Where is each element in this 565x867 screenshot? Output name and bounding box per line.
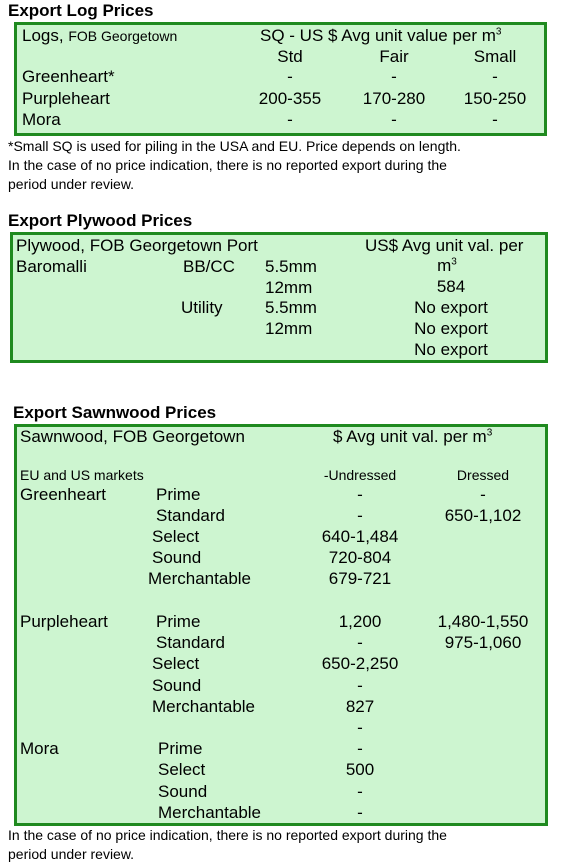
logs-box-title [22, 26, 177, 46]
sawnwood-undressed-value: - [357, 633, 363, 652]
sawnwood-undressed-value: - [357, 506, 363, 525]
logs-cell: - [492, 110, 498, 129]
sawnwood-grade: Select [152, 654, 200, 673]
logs-unit-sup: 3 [495, 26, 502, 38]
sawnwood-grade: Merchantable [158, 803, 262, 822]
sawnwood-undressed-value: 1,200 [338, 612, 382, 631]
plywood-prices-heading: Export Plywood Prices [8, 211, 193, 230]
plywood-unit-line2 [437, 256, 457, 276]
sawnwood-grade: Sound [152, 548, 202, 567]
sawnwood-grade: Standard [156, 506, 225, 525]
plywood-grade: BB/CC [183, 257, 235, 276]
logs-col-fair: Fair [379, 47, 409, 66]
plywood-value: No export [414, 319, 488, 338]
logs-cell: - [391, 67, 397, 86]
logs-note: In the case of no price indication, there is no reported export during the [8, 157, 447, 173]
plywood-unit-sup: 3 [451, 256, 457, 268]
sawnwood-dressed-value: - [480, 485, 486, 504]
logs-unit-text: SQ - US $ Avg unit value per m [260, 26, 496, 45]
logs-title-rest: FOB Georgetown [68, 28, 178, 44]
sawnwood-undressed-value: - [357, 803, 363, 822]
sawnwood-grade: Select [152, 527, 200, 546]
sawnwood-col-dressed: Dressed [456, 467, 510, 483]
logs-row-name: Mora [22, 110, 61, 129]
sawnwood-undressed-value: - [357, 739, 363, 758]
sawnwood-species: Mora [20, 739, 59, 758]
logs-title-bold: Logs, [22, 26, 64, 45]
logs-col-std: Std [277, 47, 303, 66]
sawnwood-col-undressed: -Undressed [323, 467, 397, 483]
logs-cell: - [287, 110, 293, 129]
sawnwood-dressed-value: 650-1,102 [444, 506, 522, 525]
logs-cell: 200-355 [258, 89, 322, 108]
sawnwood-species: Greenheart [20, 485, 106, 504]
plywood-product: Baromalli [16, 257, 87, 276]
sawnwood-note: period under review. [8, 846, 135, 862]
sawnwood-grade: Prime [158, 739, 203, 758]
sawnwood-grade: Select [158, 760, 206, 779]
plywood-grade: Utility [181, 298, 223, 317]
sawnwood-box-title: Sawnwood, FOB Georgetown [20, 427, 245, 446]
logs-unit-header [260, 26, 501, 46]
plywood-size: 12mm [265, 278, 313, 297]
sawnwood-grade: Prime [156, 612, 201, 631]
sawnwood-note: In the case of no price indication, there is no reported export during the [8, 827, 447, 843]
plywood-size: 5.5mm [265, 298, 317, 317]
sawnwood-undressed-value: - [357, 718, 363, 737]
sawnwood-undressed-value: 720-804 [328, 548, 392, 567]
sawnwood-prices-heading: Export Sawnwood Prices [13, 403, 217, 422]
logs-note: period under review. [8, 176, 135, 192]
sawnwood-undressed-value: - [357, 485, 363, 504]
logs-cell: 170-280 [362, 89, 426, 108]
plywood-unit-header: US$ Avg unit val. per [365, 236, 524, 255]
logs-cell: - [287, 67, 293, 86]
sawnwood-unit-sup: 3 [486, 427, 493, 439]
plywood-unit-m: m [437, 256, 452, 275]
logs-row-name: Purpleheart [22, 89, 110, 108]
logs-note: *Small SQ is used for piling in the USA and EU. Price depends on length. [8, 138, 461, 154]
logs-row-name: Greenheart* [22, 67, 115, 86]
logs-col-small: Small [473, 47, 517, 66]
log-prices-heading: Export Log Prices [8, 1, 154, 20]
sawnwood-grade: Merchantable [148, 569, 252, 588]
sawnwood-undressed-value: 640-1,484 [321, 527, 399, 546]
sawnwood-grade: Sound [158, 782, 208, 801]
plywood-value: 584 [436, 277, 466, 296]
logs-cell: - [492, 67, 498, 86]
sawnwood-undressed-value: 827 [345, 697, 375, 716]
sawnwood-undressed-value: - [357, 676, 363, 695]
sawnwood-grade: Merchantable [152, 697, 256, 716]
sawnwood-undressed-value: 500 [345, 760, 375, 779]
logs-cell: - [391, 110, 397, 129]
sawnwood-grade: Standard [156, 633, 225, 652]
plywood-size: 5.5mm [265, 257, 317, 276]
plywood-value: No export [414, 340, 488, 359]
plywood-box-title: Plywood, FOB Georgetown Port [16, 236, 258, 255]
sawnwood-undressed-value: 679-721 [328, 569, 392, 588]
plywood-value: No export [414, 298, 488, 317]
sawnwood-unit-text: $ Avg unit val. per m [333, 427, 487, 446]
sawnwood-species: Purpleheart [20, 612, 108, 631]
sawnwood-grade: Prime [156, 485, 201, 504]
plywood-size: 12mm [265, 319, 313, 338]
sawnwood-dressed-value: 1,480-1,550 [437, 612, 529, 631]
sawnwood-undressed-value: - [357, 782, 363, 801]
sawnwood-markets-label: EU and US markets [20, 467, 144, 483]
sawnwood-unit-header [333, 427, 492, 447]
sawnwood-undressed-value: 650-2,250 [321, 654, 399, 673]
sawnwood-grade: Sound [152, 676, 202, 695]
logs-cell: 150-250 [463, 89, 527, 108]
sawnwood-dressed-value: 975-1,060 [444, 633, 522, 652]
